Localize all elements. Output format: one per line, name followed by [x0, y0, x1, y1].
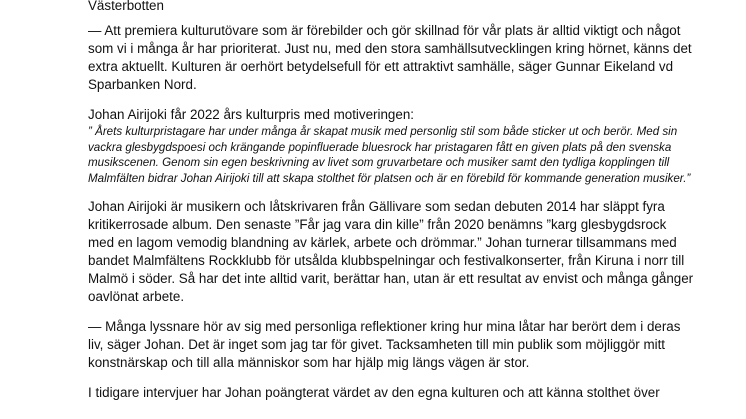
document-page	[88, 0, 696, 402]
prize-announcement-paragraph: Johan Airijoki får 2022 års kulturpris med motiveringen:	[88, 107, 414, 122]
prize-motivation-quote: ” Årets kulturpristagare har under många år skapat musik med personlig stil som både sticker ut och berör. Med sin vackra glesbygdspoesi och krängande popinfluerade bluesrock har pristagaren fått en given plats på den svenska musikscenen. Genom sin egen beskrivning av livet som gruvarbetare och musiker samt den tydliga kopplingen till Malmfälten bidrar Johan Airijoki till att skapa stolthet för platsen och är en förebild för kommande generation musiker.”	[88, 125, 691, 185]
location-line: Västerbotten	[88, 0, 164, 13]
bank-ceo-quote-paragraph: — Att premiera kulturutövare som är förebilder och gör skillnad för vår plats är alltid viktigt och något som vi i många år har prioriterat. Just nu, med den stora samhällsutvecklingen kring hörnet, känns det extra aktuellt. Kulturen är oerhört betydelsefull för ett attraktivt samhälle, säger Gunnar Eikeland vd Sparbanken Nord.	[88, 23, 692, 92]
artist-biography-paragraph: Johan Airijoki är musikern och låtskrivaren från Gällivare som sedan debuten 2014 har släppt fyra kritikerrosade album. Den senaste ”Får jag vara din kille” från 2020 benämns ”karg glesbygdsrock med en lagom vemodig blandning av kärlek, arbete och drömmar.” Johan turnerar tillsammans med bandet Malmfältens Rockklubb för utsålda klubbspelningar och festivalkonserter, från Kiruna i norr till Malmö i söder. Så har det inte alltid varit, berättar han, utan är ett resultat av envist och många gånger oavlönat arbete.	[88, 199, 694, 304]
interview-intro-paragraph: I tidigare intervjuer har Johan poängterat värdet av den egna kulturen och att känna stolthet över	[88, 385, 660, 400]
artist-statement-paragraph: — Många lyssnare hör av sig med personliga reflektioner kring hur mina låtar har berört dem i deras liv, säger Johan. Det är inget som jag tar för givet. Tacksamheten till min publik som möjliggör mitt konstnärskap och till alla människor som har hjälp mig längs vägen är stor.	[88, 319, 681, 370]
